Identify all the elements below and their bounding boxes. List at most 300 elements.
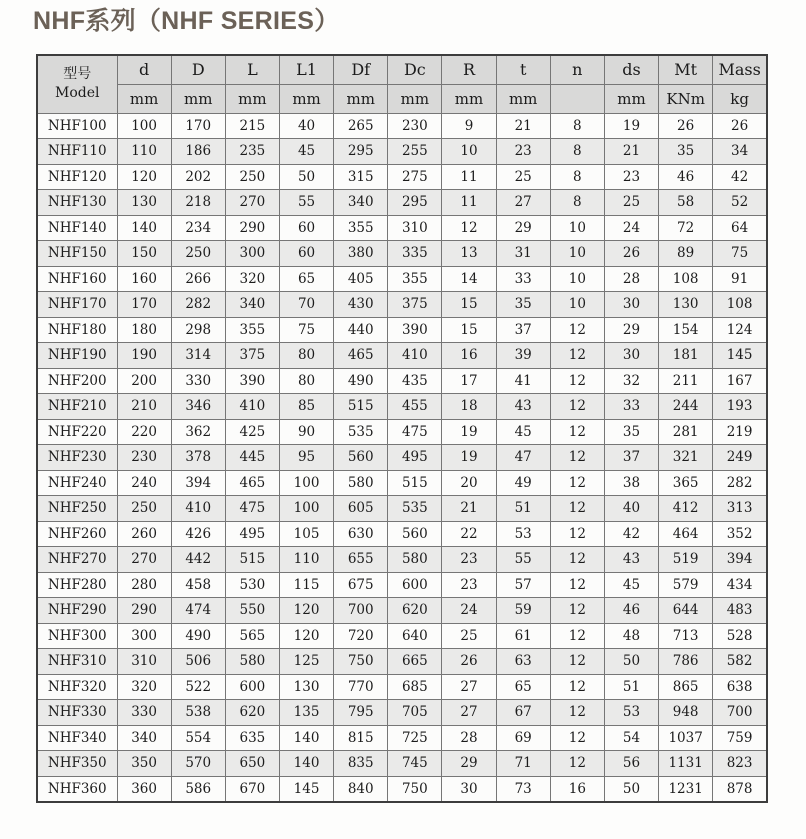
value-cell: 320 bbox=[117, 674, 171, 700]
spec-table bbox=[36, 54, 768, 803]
value-cell: 12 bbox=[550, 445, 604, 471]
table-row bbox=[37, 623, 767, 649]
value-cell: 700 bbox=[334, 598, 388, 624]
value-cell: 442 bbox=[171, 547, 225, 573]
model-header-en: Model bbox=[55, 85, 100, 102]
value-cell: 685 bbox=[388, 674, 442, 700]
header-unit-row bbox=[37, 84, 767, 113]
value-cell: 270 bbox=[117, 547, 171, 573]
value-cell: 410 bbox=[171, 496, 225, 522]
value-cell: 483 bbox=[713, 598, 767, 624]
value-cell: 64 bbox=[713, 215, 767, 241]
value-cell: 455 bbox=[388, 394, 442, 420]
value-cell: 42 bbox=[604, 521, 658, 547]
value-cell: 220 bbox=[117, 419, 171, 445]
value-cell: 600 bbox=[225, 674, 279, 700]
page-title: NHF系列（NHF SERIES） bbox=[33, 7, 340, 35]
value-cell: 15 bbox=[442, 292, 496, 318]
value-cell: 67 bbox=[496, 700, 550, 726]
value-cell: 18 bbox=[442, 394, 496, 420]
value-cell: 55 bbox=[279, 190, 333, 216]
value-cell: 300 bbox=[117, 623, 171, 649]
value-cell: 878 bbox=[713, 776, 767, 802]
value-cell: 314 bbox=[171, 343, 225, 369]
value-cell: 30 bbox=[604, 292, 658, 318]
value-cell: 24 bbox=[442, 598, 496, 624]
table-row bbox=[37, 700, 767, 726]
model-cell: NHF300 bbox=[37, 623, 117, 649]
value-cell: 186 bbox=[171, 139, 225, 165]
value-cell: 390 bbox=[225, 368, 279, 394]
value-cell: 506 bbox=[171, 649, 225, 675]
value-cell: 360 bbox=[117, 776, 171, 802]
value-cell: 290 bbox=[117, 598, 171, 624]
value-cell: 45 bbox=[279, 139, 333, 165]
value-cell: 17 bbox=[442, 368, 496, 394]
value-cell: 12 bbox=[550, 368, 604, 394]
value-cell: 255 bbox=[388, 139, 442, 165]
value-cell: 310 bbox=[117, 649, 171, 675]
value-cell: 48 bbox=[604, 623, 658, 649]
value-cell: 586 bbox=[171, 776, 225, 802]
value-cell: 426 bbox=[171, 521, 225, 547]
model-cell: NHF130 bbox=[37, 190, 117, 216]
value-cell: 15 bbox=[442, 317, 496, 343]
value-cell: 270 bbox=[225, 190, 279, 216]
value-cell: 38 bbox=[604, 470, 658, 496]
value-cell: 140 bbox=[279, 751, 333, 777]
value-cell: 240 bbox=[117, 470, 171, 496]
value-cell: 410 bbox=[388, 343, 442, 369]
table-row bbox=[37, 419, 767, 445]
value-cell: 91 bbox=[713, 266, 767, 292]
col-header-Df: Df bbox=[334, 55, 388, 84]
value-cell: 330 bbox=[117, 700, 171, 726]
value-cell: 644 bbox=[659, 598, 713, 624]
col-unit-Mt: KNm bbox=[659, 84, 713, 113]
value-cell: 14 bbox=[442, 266, 496, 292]
value-cell: 249 bbox=[713, 445, 767, 471]
value-cell: 515 bbox=[388, 470, 442, 496]
value-cell: 840 bbox=[334, 776, 388, 802]
value-cell: 65 bbox=[496, 674, 550, 700]
value-cell: 350 bbox=[117, 751, 171, 777]
table-row bbox=[37, 139, 767, 165]
value-cell: 362 bbox=[171, 419, 225, 445]
value-cell: 725 bbox=[388, 725, 442, 751]
value-cell: 41 bbox=[496, 368, 550, 394]
value-cell: 750 bbox=[334, 649, 388, 675]
value-cell: 340 bbox=[334, 190, 388, 216]
value-cell: 475 bbox=[388, 419, 442, 445]
model-cell: NHF260 bbox=[37, 521, 117, 547]
value-cell: 620 bbox=[388, 598, 442, 624]
value-cell: 582 bbox=[713, 649, 767, 675]
value-cell: 12 bbox=[442, 215, 496, 241]
col-header-Mass: Mass bbox=[713, 55, 767, 84]
value-cell: 12 bbox=[550, 521, 604, 547]
value-cell: 538 bbox=[171, 700, 225, 726]
table-row bbox=[37, 164, 767, 190]
value-cell: 61 bbox=[496, 623, 550, 649]
value-cell: 244 bbox=[659, 394, 713, 420]
value-cell: 458 bbox=[171, 572, 225, 598]
value-cell: 340 bbox=[225, 292, 279, 318]
value-cell: 23 bbox=[496, 139, 550, 165]
value-cell: 53 bbox=[496, 521, 550, 547]
value-cell: 495 bbox=[388, 445, 442, 471]
value-cell: 60 bbox=[279, 241, 333, 267]
value-cell: 46 bbox=[659, 164, 713, 190]
value-cell: 58 bbox=[659, 190, 713, 216]
table-row bbox=[37, 215, 767, 241]
value-cell: 23 bbox=[604, 164, 658, 190]
value-cell: 37 bbox=[496, 317, 550, 343]
value-cell: 250 bbox=[225, 164, 279, 190]
value-cell: 11 bbox=[442, 164, 496, 190]
value-cell: 105 bbox=[279, 521, 333, 547]
value-cell: 70 bbox=[279, 292, 333, 318]
value-cell: 54 bbox=[604, 725, 658, 751]
value-cell: 27 bbox=[442, 674, 496, 700]
value-cell: 705 bbox=[388, 700, 442, 726]
model-cell: NHF250 bbox=[37, 496, 117, 522]
col-header-n: n bbox=[550, 55, 604, 84]
value-cell: 490 bbox=[334, 368, 388, 394]
table-row bbox=[37, 368, 767, 394]
col-header-L: L bbox=[225, 55, 279, 84]
value-cell: 10 bbox=[550, 241, 604, 267]
value-cell: 75 bbox=[279, 317, 333, 343]
value-cell: 29 bbox=[496, 215, 550, 241]
value-cell: 50 bbox=[604, 649, 658, 675]
value-cell: 140 bbox=[279, 725, 333, 751]
value-cell: 250 bbox=[171, 241, 225, 267]
value-cell: 410 bbox=[225, 394, 279, 420]
table-body bbox=[37, 113, 767, 802]
value-cell: 26 bbox=[659, 113, 713, 139]
value-cell: 16 bbox=[442, 343, 496, 369]
model-cell: NHF320 bbox=[37, 674, 117, 700]
value-cell: 1037 bbox=[659, 725, 713, 751]
model-cell: NHF120 bbox=[37, 164, 117, 190]
value-cell: 211 bbox=[659, 368, 713, 394]
value-cell: 51 bbox=[604, 674, 658, 700]
value-cell: 375 bbox=[225, 343, 279, 369]
value-cell: 434 bbox=[713, 572, 767, 598]
value-cell: 56 bbox=[604, 751, 658, 777]
value-cell: 745 bbox=[388, 751, 442, 777]
col-unit-Dc: mm bbox=[388, 84, 442, 113]
value-cell: 12 bbox=[550, 751, 604, 777]
value-cell: 28 bbox=[604, 266, 658, 292]
model-cell: NHF100 bbox=[37, 113, 117, 139]
table-row bbox=[37, 445, 767, 471]
value-cell: 295 bbox=[334, 139, 388, 165]
value-cell: 321 bbox=[659, 445, 713, 471]
table-row bbox=[37, 394, 767, 420]
value-cell: 535 bbox=[388, 496, 442, 522]
value-cell: 202 bbox=[171, 164, 225, 190]
table-row bbox=[37, 649, 767, 675]
value-cell: 23 bbox=[442, 547, 496, 573]
value-cell: 465 bbox=[334, 343, 388, 369]
value-cell: 10 bbox=[550, 292, 604, 318]
value-cell: 20 bbox=[442, 470, 496, 496]
value-cell: 218 bbox=[171, 190, 225, 216]
value-cell: 670 bbox=[225, 776, 279, 802]
col-unit-L1: mm bbox=[279, 84, 333, 113]
value-cell: 60 bbox=[279, 215, 333, 241]
col-unit-D: mm bbox=[171, 84, 225, 113]
model-cell: NHF110 bbox=[37, 139, 117, 165]
value-cell: 25 bbox=[604, 190, 658, 216]
value-cell: 435 bbox=[388, 368, 442, 394]
value-cell: 65 bbox=[279, 266, 333, 292]
value-cell: 12 bbox=[550, 496, 604, 522]
value-cell: 8 bbox=[550, 190, 604, 216]
value-cell: 150 bbox=[117, 241, 171, 267]
value-cell: 515 bbox=[334, 394, 388, 420]
value-cell: 190 bbox=[117, 343, 171, 369]
value-cell: 19 bbox=[604, 113, 658, 139]
value-cell: 530 bbox=[225, 572, 279, 598]
col-header-d: d bbox=[117, 55, 171, 84]
value-cell: 22 bbox=[442, 521, 496, 547]
value-cell: 40 bbox=[279, 113, 333, 139]
value-cell: 45 bbox=[604, 572, 658, 598]
value-cell: 265 bbox=[334, 113, 388, 139]
value-cell: 85 bbox=[279, 394, 333, 420]
model-cell: NHF340 bbox=[37, 725, 117, 751]
value-cell: 33 bbox=[496, 266, 550, 292]
value-cell: 346 bbox=[171, 394, 225, 420]
value-cell: 464 bbox=[659, 521, 713, 547]
value-cell: 31 bbox=[496, 241, 550, 267]
table-row bbox=[37, 751, 767, 777]
value-cell: 29 bbox=[442, 751, 496, 777]
value-cell: 352 bbox=[713, 521, 767, 547]
value-cell: 16 bbox=[550, 776, 604, 802]
value-cell: 1231 bbox=[659, 776, 713, 802]
value-cell: 21 bbox=[496, 113, 550, 139]
value-cell: 27 bbox=[442, 700, 496, 726]
value-cell: 638 bbox=[713, 674, 767, 700]
value-cell: 675 bbox=[334, 572, 388, 598]
value-cell: 120 bbox=[279, 598, 333, 624]
value-cell: 515 bbox=[225, 547, 279, 573]
value-cell: 535 bbox=[334, 419, 388, 445]
model-cell: NHF200 bbox=[37, 368, 117, 394]
value-cell: 120 bbox=[279, 623, 333, 649]
value-cell: 280 bbox=[117, 572, 171, 598]
value-cell: 230 bbox=[117, 445, 171, 471]
value-cell: 365 bbox=[659, 470, 713, 496]
value-cell: 700 bbox=[713, 700, 767, 726]
value-cell: 13 bbox=[442, 241, 496, 267]
value-cell: 120 bbox=[117, 164, 171, 190]
value-cell: 53 bbox=[604, 700, 658, 726]
value-cell: 835 bbox=[334, 751, 388, 777]
value-cell: 380 bbox=[334, 241, 388, 267]
value-cell: 100 bbox=[117, 113, 171, 139]
col-header-t: t bbox=[496, 55, 550, 84]
col-unit-d: mm bbox=[117, 84, 171, 113]
value-cell: 579 bbox=[659, 572, 713, 598]
value-cell: 34 bbox=[713, 139, 767, 165]
value-cell: 720 bbox=[334, 623, 388, 649]
value-cell: 154 bbox=[659, 317, 713, 343]
model-cell: NHF240 bbox=[37, 470, 117, 496]
col-header-R: R bbox=[442, 55, 496, 84]
value-cell: 12 bbox=[550, 649, 604, 675]
value-cell: 9 bbox=[442, 113, 496, 139]
value-cell: 330 bbox=[171, 368, 225, 394]
value-cell: 23 bbox=[442, 572, 496, 598]
value-cell: 565 bbox=[225, 623, 279, 649]
value-cell: 295 bbox=[388, 190, 442, 216]
model-cell: NHF190 bbox=[37, 343, 117, 369]
model-cell: NHF180 bbox=[37, 317, 117, 343]
value-cell: 234 bbox=[171, 215, 225, 241]
col-unit-t: mm bbox=[496, 84, 550, 113]
value-cell: 440 bbox=[334, 317, 388, 343]
value-cell: 580 bbox=[334, 470, 388, 496]
value-cell: 115 bbox=[279, 572, 333, 598]
table-row bbox=[37, 343, 767, 369]
value-cell: 290 bbox=[225, 215, 279, 241]
value-cell: 43 bbox=[496, 394, 550, 420]
col-unit-ds: mm bbox=[604, 84, 658, 113]
value-cell: 620 bbox=[225, 700, 279, 726]
table-row bbox=[37, 266, 767, 292]
value-cell: 298 bbox=[171, 317, 225, 343]
value-cell: 10 bbox=[550, 215, 604, 241]
value-cell: 50 bbox=[279, 164, 333, 190]
value-cell: 19 bbox=[442, 445, 496, 471]
table-row bbox=[37, 674, 767, 700]
value-cell: 27 bbox=[496, 190, 550, 216]
value-cell: 560 bbox=[388, 521, 442, 547]
value-cell: 235 bbox=[225, 139, 279, 165]
col-header-Dc: Dc bbox=[388, 55, 442, 84]
value-cell: 522 bbox=[171, 674, 225, 700]
value-cell: 282 bbox=[171, 292, 225, 318]
value-cell: 430 bbox=[334, 292, 388, 318]
table-row bbox=[37, 241, 767, 267]
value-cell: 40 bbox=[604, 496, 658, 522]
col-header-L1: L1 bbox=[279, 55, 333, 84]
value-cell: 69 bbox=[496, 725, 550, 751]
value-cell: 100 bbox=[279, 470, 333, 496]
value-cell: 140 bbox=[117, 215, 171, 241]
value-cell: 770 bbox=[334, 674, 388, 700]
table-row bbox=[37, 598, 767, 624]
value-cell: 795 bbox=[334, 700, 388, 726]
value-cell: 465 bbox=[225, 470, 279, 496]
value-cell: 640 bbox=[388, 623, 442, 649]
value-cell: 519 bbox=[659, 547, 713, 573]
value-cell: 230 bbox=[388, 113, 442, 139]
value-cell: 300 bbox=[225, 241, 279, 267]
value-cell: 12 bbox=[550, 394, 604, 420]
value-cell: 130 bbox=[279, 674, 333, 700]
value-cell: 12 bbox=[550, 547, 604, 573]
value-cell: 600 bbox=[388, 572, 442, 598]
value-cell: 390 bbox=[388, 317, 442, 343]
value-cell: 135 bbox=[279, 700, 333, 726]
col-header-ds: ds bbox=[604, 55, 658, 84]
model-cell: NHF210 bbox=[37, 394, 117, 420]
value-cell: 108 bbox=[659, 266, 713, 292]
value-cell: 100 bbox=[279, 496, 333, 522]
model-cell: NHF330 bbox=[37, 700, 117, 726]
model-cell: NHF230 bbox=[37, 445, 117, 471]
value-cell: 108 bbox=[713, 292, 767, 318]
value-cell: 215 bbox=[225, 113, 279, 139]
value-cell: 10 bbox=[550, 266, 604, 292]
table-header bbox=[37, 55, 767, 113]
value-cell: 25 bbox=[496, 164, 550, 190]
value-cell: 37 bbox=[604, 445, 658, 471]
model-cell: NHF270 bbox=[37, 547, 117, 573]
model-cell: NHF360 bbox=[37, 776, 117, 802]
value-cell: 266 bbox=[171, 266, 225, 292]
value-cell: 815 bbox=[334, 725, 388, 751]
value-cell: 495 bbox=[225, 521, 279, 547]
table-row bbox=[37, 190, 767, 216]
value-cell: 394 bbox=[713, 547, 767, 573]
value-cell: 75 bbox=[713, 241, 767, 267]
model-cell: NHF280 bbox=[37, 572, 117, 598]
table-row bbox=[37, 470, 767, 496]
value-cell: 250 bbox=[117, 496, 171, 522]
value-cell: 425 bbox=[225, 419, 279, 445]
table-row bbox=[37, 725, 767, 751]
value-cell: 275 bbox=[388, 164, 442, 190]
value-cell: 89 bbox=[659, 241, 713, 267]
value-cell: 650 bbox=[225, 751, 279, 777]
value-cell: 52 bbox=[713, 190, 767, 216]
value-cell: 12 bbox=[550, 470, 604, 496]
value-cell: 72 bbox=[659, 215, 713, 241]
value-cell: 80 bbox=[279, 368, 333, 394]
value-cell: 635 bbox=[225, 725, 279, 751]
value-cell: 45 bbox=[496, 419, 550, 445]
value-cell: 310 bbox=[388, 215, 442, 241]
value-cell: 42 bbox=[713, 164, 767, 190]
value-cell: 355 bbox=[388, 266, 442, 292]
value-cell: 8 bbox=[550, 139, 604, 165]
value-cell: 282 bbox=[713, 470, 767, 496]
table-row bbox=[37, 521, 767, 547]
value-cell: 12 bbox=[550, 317, 604, 343]
value-cell: 335 bbox=[388, 241, 442, 267]
value-cell: 12 bbox=[550, 700, 604, 726]
value-cell: 71 bbox=[496, 751, 550, 777]
value-cell: 713 bbox=[659, 623, 713, 649]
value-cell: 35 bbox=[496, 292, 550, 318]
value-cell: 47 bbox=[496, 445, 550, 471]
value-cell: 340 bbox=[117, 725, 171, 751]
value-cell: 823 bbox=[713, 751, 767, 777]
col-unit-Df: mm bbox=[334, 84, 388, 113]
value-cell: 19 bbox=[442, 419, 496, 445]
value-cell: 170 bbox=[171, 113, 225, 139]
value-cell: 55 bbox=[496, 547, 550, 573]
col-unit-R: mm bbox=[442, 84, 496, 113]
table-row bbox=[37, 317, 767, 343]
